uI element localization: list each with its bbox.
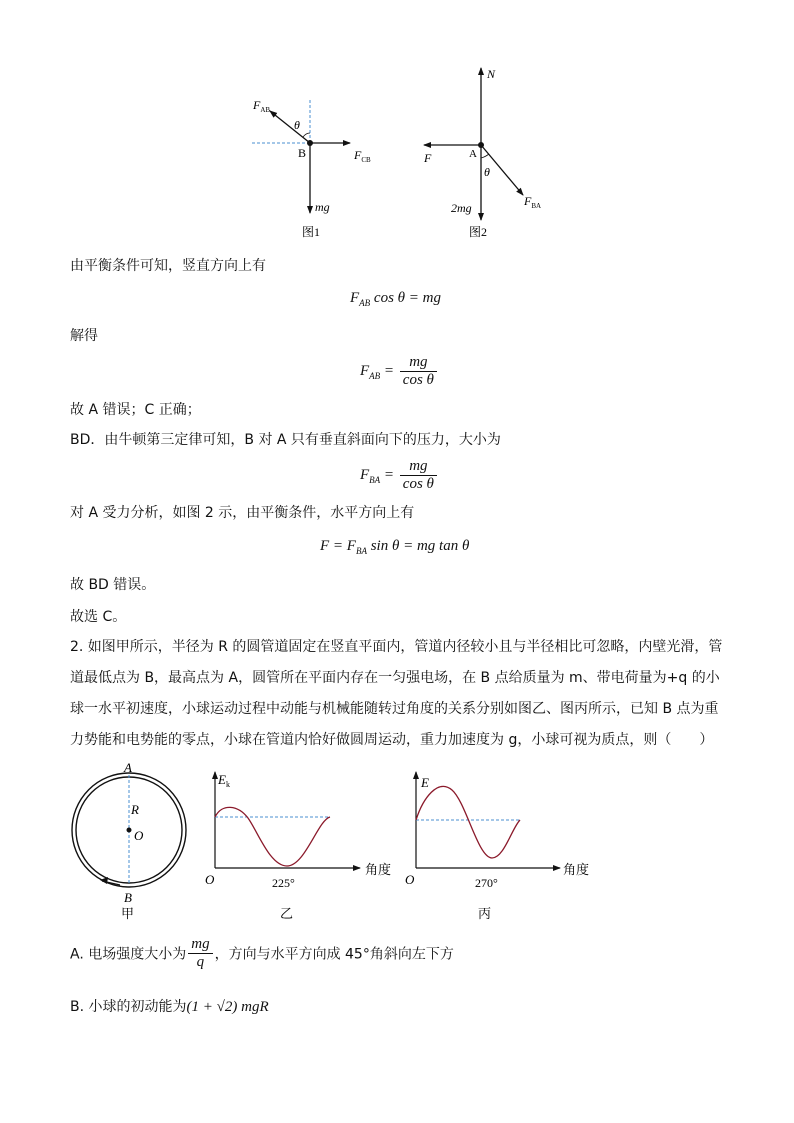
bing-tick-270: 270° [475, 876, 498, 890]
eq3-lhs: F [360, 466, 370, 483]
svg-text:FAB [252, 98, 270, 114]
yi-tick-225: 225° [272, 876, 295, 890]
eq3-fraction [400, 458, 437, 493]
figure-1 [240, 95, 390, 245]
theta-label-1: θ [294, 118, 300, 132]
bing-y-label: E [421, 775, 429, 790]
eq1-lhs: F [350, 290, 360, 306]
eq4-part-b: sin θ = mg tan θ [366, 538, 470, 554]
solution-line-3: 故 A 错误；C 正确； [70, 402, 201, 418]
yi-y-label: E [218, 772, 226, 787]
equation-3 [360, 458, 439, 493]
n-label: N [487, 67, 496, 81]
solution-line-4: BD．由牛顿第三定律可知，B 对 A 只有垂直斜面向下的压力，大小为 [70, 432, 501, 448]
option-b [70, 996, 269, 1016]
yi-origin: O [205, 872, 215, 887]
point-b-bottom-label: B [124, 890, 132, 905]
solution-line-5: 对 A 受力分析，如图 2 示，由平衡条件，水平方向上有 [70, 505, 415, 521]
point-a-label: A [469, 148, 477, 160]
eq3-numerator: mg [400, 458, 437, 476]
theta-label-2: θ [484, 165, 490, 179]
eq2-fraction [400, 354, 437, 389]
theta-arc [303, 133, 310, 137]
f-ab-subscript: AB [260, 106, 271, 114]
point-a-dot [478, 142, 484, 148]
eq3-denominator: cos θ [402, 476, 434, 492]
figure-bing [400, 764, 600, 926]
arrowhead [100, 877, 108, 884]
solution-line-1: 由平衡条件可知，竖直方向上有 [70, 258, 266, 274]
figure-yi-caption: 乙 [280, 906, 294, 921]
solution-line-2: 解得 [70, 328, 98, 344]
option-b-math: (1 + √2) mgR [186, 999, 269, 1015]
eq3-equals: = [380, 466, 398, 483]
center-dot [127, 828, 132, 833]
center-label: O [134, 828, 144, 843]
eq2-numerator: mg [400, 354, 437, 372]
f-ab-label: F [253, 98, 261, 112]
f-ab-arrow [270, 111, 310, 143]
bing-mechanical-energy-curve [416, 786, 520, 858]
option-a-fraction [188, 936, 212, 971]
f-ba-subscript: BA [531, 202, 542, 210]
eq4-part-a: F = F [320, 538, 356, 554]
figure-yi [200, 764, 400, 926]
point-a-top-label: A [124, 760, 132, 775]
two-mg-label: 2mg [451, 201, 472, 215]
figure-1-caption: 图1 [302, 225, 321, 239]
yi-x-label: 角度 [365, 862, 392, 877]
option-a-prefix: A. 电场强度大小为 [70, 946, 187, 963]
option-a-denominator: q [196, 954, 205, 970]
radius-label: R [131, 802, 139, 817]
eq2-equals: = [380, 362, 398, 379]
equation-2 [360, 354, 439, 389]
eq3-lhs-sub: BA [369, 474, 381, 485]
f-ba-label: F [524, 194, 532, 208]
figure-jia-caption: 甲 [121, 906, 135, 921]
figure-jia [65, 758, 195, 928]
svg-text:FBA [523, 194, 541, 210]
f-cb-label: F [354, 148, 362, 162]
svg-text:FCB [353, 148, 371, 164]
solution-line-7: 故选 C。 [70, 609, 127, 625]
mg-label-1: mg [315, 200, 330, 214]
option-a [70, 936, 454, 971]
figure-bing-caption: 丙 [478, 906, 492, 921]
figure-2-caption: 图2 [469, 225, 488, 239]
theta-arc-2 [481, 154, 489, 158]
yi-y-label-sub: k [225, 780, 230, 789]
problem-2-text: 2. 如图甲所示，半径为 R 的圆管道固定在竖直平面内，管道内径较小且与半径相比可忽略，内壁光滑，管道最低点为 B，最高点为 A，圆管所在平面内存在一匀强电场，在 B 点给质量为 m、带电荷量为+q 的小球一水平初速度，小球运动过程中动能与机械能随转过角度的关系分别如图乙、图丙所示，已知 B 点为重力势能和电势能的零点，小球在管道内恰好做圆周运动，重力加速度为 g，小球可视为质点，则（ ） [70, 639, 723, 748]
svg-text:Ek [217, 772, 230, 789]
eq2-lhs: F [360, 362, 370, 379]
bing-x-label: 角度 [563, 862, 590, 877]
eq2-lhs-sub: AB [369, 370, 381, 381]
bing-origin: O [405, 872, 415, 887]
f-cb-subscript: CB [361, 156, 371, 164]
point-b-dot [307, 140, 313, 146]
eq1-rest: cos θ = mg [370, 290, 441, 306]
option-a-suffix: ，方向与水平方向成 45°角斜向左下方 [214, 946, 454, 963]
eq2-denominator: cos θ [402, 372, 434, 388]
point-b-label: B [298, 146, 307, 160]
solution-line-6: 故 BD 错误。 [70, 577, 156, 593]
equation-4 [320, 538, 469, 556]
option-a-numerator: mg [188, 936, 212, 954]
yi-kinetic-energy-curve [215, 807, 330, 866]
equation-1 [350, 290, 441, 308]
eq4-sub: BA [355, 546, 367, 556]
option-b-prefix: B. 小球的初动能为 [70, 999, 187, 1015]
figure-2 [410, 60, 570, 245]
f-label: F [424, 151, 432, 165]
eq1-lhs-sub: AB [359, 298, 371, 308]
